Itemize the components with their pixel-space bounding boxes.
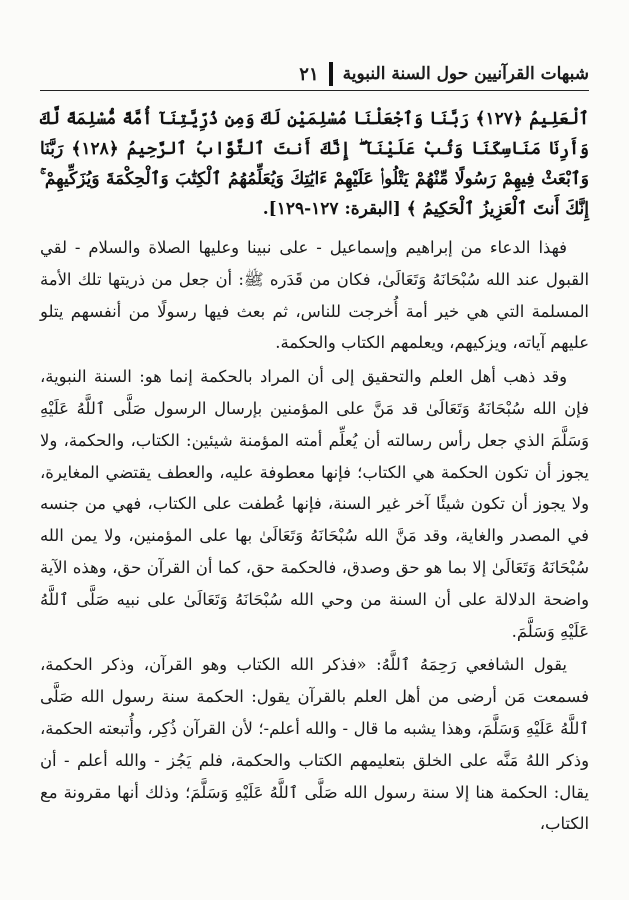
page-body	[40, 104, 589, 840]
paragraph: يقول الشافعي رَحِمَهُ ٱللَّهُ: «فذكر الله الكتاب وهو القرآن، وذكر الحكمة، فسمعت مَن أرضى من أهل العلم بالقرآن يقول: الحكمة سنة رسول الله صَلَّى ٱللَّهُ عَلَيْهِ وَسَلَّمَ، وهذا يشبه ما قال - والله أعلم-؛ لأن القرآن ذُكِر، وأُتبعته الحكمة، وذكر اللهُ مَنَّه على الخلق بتعليمهم الكتاب والحكمة، فلم يَجُز - والله أعلم - أن يقال: الحكمة هنا إلا سنة رسول الله صَلَّى ٱللَّهُ عَلَيْهِ وَسَلَّمَ؛ وذلك أنها مقرونة مع الكتاب،	[40, 655, 589, 834]
running-title: شبهات القرآنيين حول السنة النبوية	[342, 64, 589, 84]
paragraph: فهذا الدعاء من إبراهيم وإسماعيل - على نبينا وعليها الصلاة والسلام - لقي القبول عند الله سُبْحَانَهُ وَتَعَالَىٰ، فكان من قَدَره ﷺ: أن جعل من ذريتها تلك الأمة المسلمة التي هي خير أمة أُخرجت للناس، ثم بعث فيها رسولًا من أنفسهم يتلو عليهم آياته، ويزكيهم، ويعلمهم الكتاب والحكمة.	[40, 238, 589, 353]
page-number: ٢١	[299, 63, 319, 85]
paragraph: وقد ذهب أهل العلم والتحقيق إلى أن المراد بالحكمة إنما هو: السنة النبوية، فإن الله سُبْحَانَهُ وَتَعَالَىٰ قد مَنَّ على المؤمنين بإرسال الرسول صَلَّى ٱللَّهُ عَلَيْهِ وَسَلَّمَ الذي جعل رأس رسالته أن يُعلِّم أمته المؤمنة شيئين: الكتاب، والحكمة، ولا يجوز أن تكون الحكمة هي الكتاب؛ فإنها معطوفة عليه، والعطف يقتضي المغايرة، ولا يجوز أن تكون شيئًا آخر غير السنة، فإنها عُطفت على الكتاب، فهي من جنسه في المصدر والغاية، وقد مَنَّ الله سُبْحَانَهُ وَتَعَالَىٰ بها على المؤمنين، ولا يمن الله سُبْحَانَهُ وَتَعَالَىٰ إلا بما هو حق وصدق، فالحكمة حق، كما أن القرآن حق، وهذه الآية واضحة الدلالة على أن السنة من وحي الله سُبْحَانَهُ وَتَعَالَىٰ على نبيه صَلَّى ٱللَّهُ عَلَيْهِ وَسَلَّمَ.	[40, 367, 589, 641]
header-divider	[329, 62, 333, 86]
quran-verse: ٱلْعَلِيمُ ﴿١٢٧﴾ رَبَّنَا وَٱجْعَلْنَا مُسْلِمَيْنِ لَكَ وَمِن ذُرِّيَّتِنَآ أُمَّةً مُّسْلِمَةً لَّكَ وَأَرِنَا مَنَاسِكَنَا وَتُبْ عَلَيْنَآ ۖ إِنَّكَ أَنتَ ٱلتَّوَّابُ ٱلرَّحِيمُ ﴿١٢٨﴾ رَبَّنَا وَٱبْعَثْ فِيهِمْ رَسُولًا مِّنْهُمْ يَتْلُوا۟ عَلَيْهِمْ ءَايَٰتِكَ وَيُعَلِّمُهُمُ ٱلْكِتَٰبَ وَٱلْحِكْمَةَ وَيُزَكِّيهِمْ ۚ إِنَّكَ أَنتَ ٱلْعَزِيزُ ٱلْحَكِيمُ ﴾ [البقرة: ١٢٧-١٢٩].	[40, 109, 590, 219]
page-header	[40, 58, 589, 91]
